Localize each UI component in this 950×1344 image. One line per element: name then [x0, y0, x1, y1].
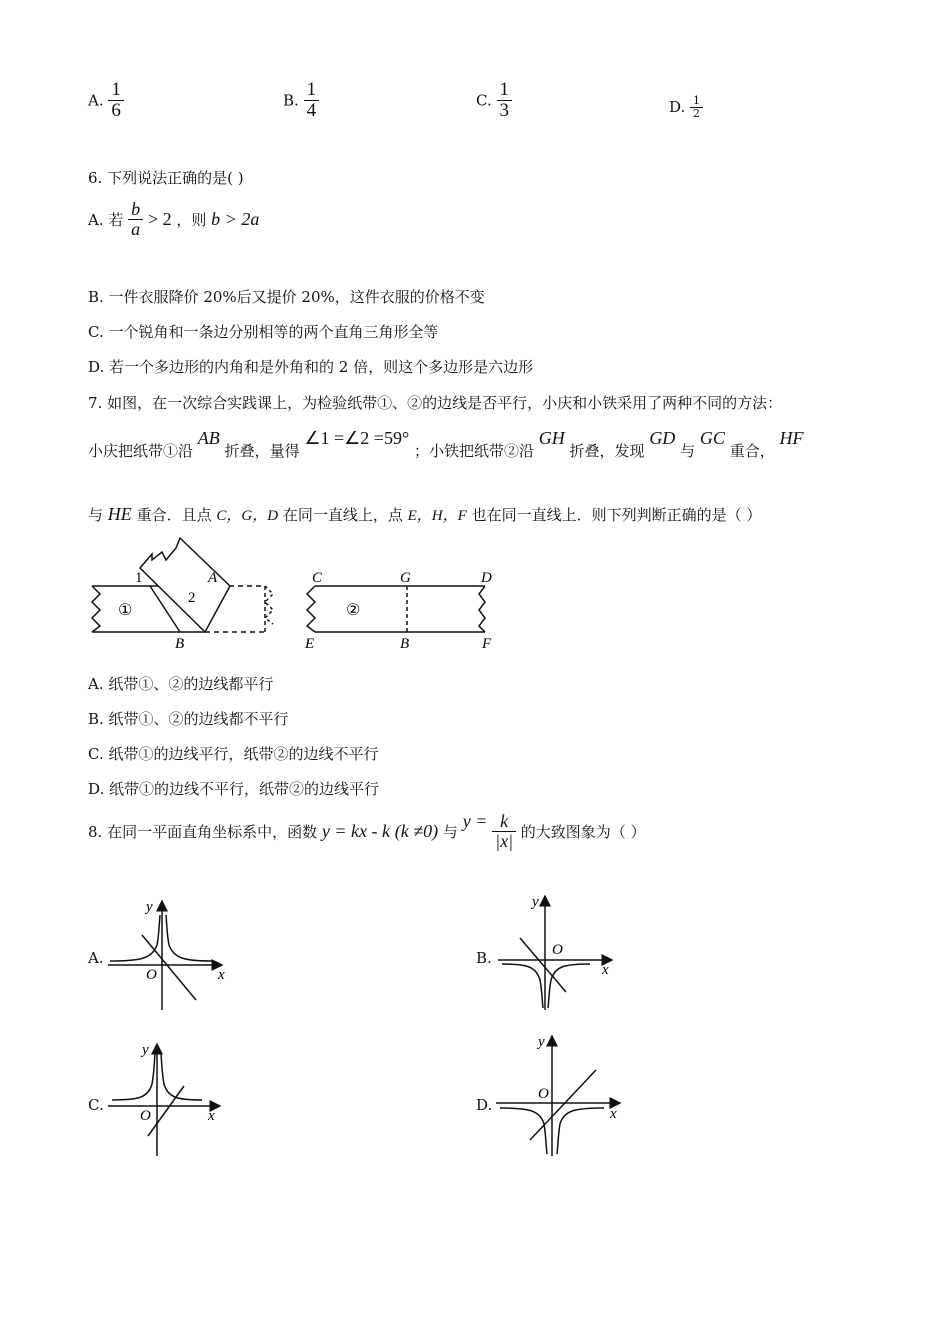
hyperbola-left — [110, 915, 160, 961]
line — [530, 1070, 596, 1140]
fig2-label-f: F — [482, 636, 492, 652]
y-label: y — [142, 1042, 149, 1058]
q7-option-b[interactable]: B. 纸带①、②的边线都不平行 — [88, 710, 289, 728]
y-label: y — [538, 1034, 545, 1050]
q8-stem — [88, 812, 646, 851]
q6-option-b[interactable]: B. 一件衣服降价 20%后又提价 20%，这件衣服的价格不变 — [88, 288, 485, 306]
points-ehf: E，H，F — [407, 508, 467, 524]
hf: HF — [779, 428, 804, 448]
option-label: A. — [88, 91, 104, 110]
gt-two: > 2 — [147, 208, 172, 229]
fig2-label-g: G — [400, 570, 411, 586]
fraction: $\frac{1}{4}$ — [304, 80, 320, 121]
q6-option-c[interactable]: C. 一个锐角和一条边分别相等的两个直角三角形全等 — [88, 323, 439, 341]
func2-lhs: y = — [462, 811, 488, 832]
q7-figure — [80, 530, 520, 660]
origin-label: O — [146, 967, 157, 983]
func2-fraction: $\frac{k}{|x|}$ — [492, 812, 516, 851]
q5-option-b[interactable] — [283, 80, 319, 121]
ab: AB — [197, 428, 220, 448]
fig1-label-1: 1 — [135, 570, 143, 586]
y-label: y — [146, 899, 153, 915]
hyperbola-left — [502, 964, 543, 1008]
fig2-band-label: ② — [346, 602, 361, 619]
text: ；小铁把纸带②沿 — [413, 442, 534, 460]
option-a-conclusion: b > 2a — [211, 208, 260, 229]
gc: GC — [699, 428, 725, 448]
hyperbola-left — [112, 1054, 155, 1100]
x-label: x — [602, 962, 609, 978]
x-label: x — [208, 1108, 215, 1124]
q8-graph-d[interactable] — [492, 1030, 627, 1160]
points-cgd: C，G，D — [216, 508, 279, 524]
x-label: x — [610, 1106, 617, 1122]
option-label: B. — [283, 91, 299, 110]
fig2-label-b: B — [400, 636, 410, 652]
option-a-mid: ，则 — [176, 210, 207, 229]
q8-option-d-label[interactable]: D. — [476, 1096, 493, 1114]
gh: GH — [538, 428, 565, 448]
q7-stem-line1: 7. 如图，在一次综合实践课上，为检验纸带①、②的边线是否平行，小庆和小铁采用了两种不同的方法： — [88, 394, 783, 412]
q8-graph-b[interactable] — [490, 890, 620, 1015]
fig1-band-label: ① — [118, 602, 133, 619]
q5-option-a[interactable] — [88, 80, 124, 121]
fig2-label-e: E — [305, 636, 315, 652]
origin-label: O — [538, 1086, 549, 1102]
text: 与 — [680, 442, 696, 460]
q8-graph-c[interactable] — [100, 1038, 230, 1160]
hyperbola-right — [557, 1108, 604, 1154]
text: 重合．且点 — [136, 506, 212, 524]
band1-torn-edge — [92, 586, 100, 632]
fig2-label-c: C — [312, 570, 323, 586]
q7-stem-line3 — [88, 504, 761, 525]
q5-option-d[interactable] — [669, 95, 703, 119]
hyperbola-right — [548, 964, 590, 1008]
option-a-prefix: A. 若 — [88, 210, 124, 229]
origin-label: O — [140, 1108, 151, 1124]
text: 与 — [442, 822, 458, 841]
q8-graph-a[interactable] — [100, 895, 230, 1013]
q8-option-a-label[interactable]: A. — [88, 949, 104, 967]
gd: GD — [649, 428, 676, 448]
angle-equation: ∠1 =∠2 =59° — [304, 428, 410, 448]
text: 的大致图象为（ ） — [520, 822, 646, 841]
condition: (k ≠0) — [394, 820, 439, 841]
func1: y = kx - k — [321, 820, 390, 841]
line — [148, 1086, 184, 1136]
y-label: y — [532, 894, 539, 910]
hyperbola-right — [161, 1054, 202, 1100]
fig1-label-a: A — [208, 570, 218, 586]
option-label: C. — [476, 91, 492, 110]
origin-label: O — [552, 942, 563, 958]
q7-stem-line2 — [88, 428, 804, 461]
text: 折叠，量得 — [224, 442, 300, 460]
q7-option-d[interactable]: D. 纸带①的边线不平行，纸带②的边线平行 — [88, 780, 380, 798]
fraction-b-over-a: $\frac{b}{a}$ — [128, 200, 143, 239]
q6-option-a[interactable] — [88, 200, 259, 239]
text: 8. 在同一平面直角坐标系中，函数 — [88, 822, 318, 841]
text: 折叠，发现 — [569, 442, 645, 460]
he: HE — [107, 504, 132, 524]
q7-option-c[interactable]: C. 纸带①的边线平行，纸带②的边线不平行 — [88, 745, 379, 763]
q6-stem: 6. 下列说法正确的是( ) — [88, 169, 244, 187]
fraction: $\frac{1}{6}$ — [108, 80, 124, 121]
q5-option-c[interactable] — [476, 80, 512, 121]
q7-option-a[interactable]: A. 纸带①、②的边线都平行 — [88, 675, 274, 693]
text: 也在同一直线上．则下列判断正确的是（ ） — [471, 506, 762, 524]
fig1-label-2: 2 — [188, 590, 196, 606]
text: 与 — [88, 506, 104, 524]
q6-option-d[interactable]: D. 若一个多边形的内角和是外角和的 2 倍，则这个多边形是六边形 — [88, 358, 534, 376]
text: 在同一直线上，点 — [282, 506, 403, 524]
hyperbola-left — [500, 1108, 547, 1154]
q8-option-c-label[interactable]: C. — [88, 1096, 104, 1114]
fraction: $\frac{1}{3}$ — [497, 80, 513, 121]
option-label: D. — [669, 98, 686, 117]
text: 重合， — [729, 442, 775, 460]
x-label: x — [218, 967, 225, 983]
fraction: $\frac{1}{2}$ — [690, 95, 703, 119]
fig2-label-d: D — [481, 570, 492, 586]
q8-option-b-label[interactable]: B. — [476, 949, 492, 967]
fig1-label-b: B — [175, 636, 185, 652]
text: 小庆把纸带①沿 — [88, 442, 194, 460]
hyperbola-right — [166, 915, 212, 961]
